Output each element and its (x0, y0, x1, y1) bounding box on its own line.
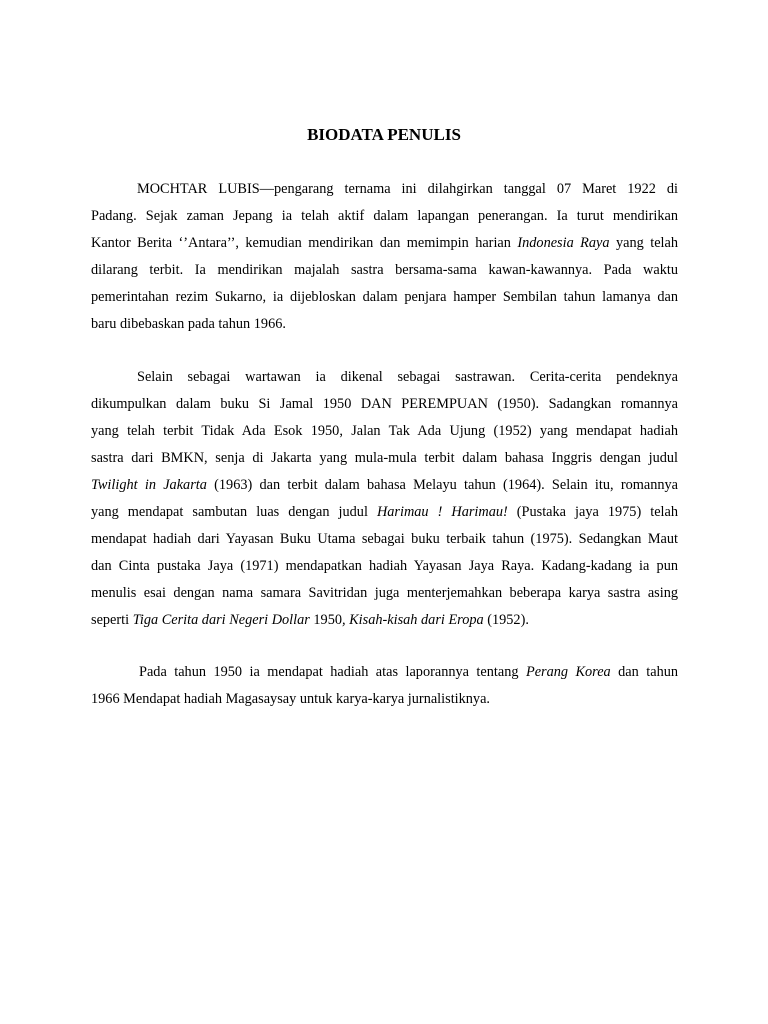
line-text: yang telah terbit Tidak Ada Esok 1950, Jalan Tak Ada Ujung (1952) yang mendapat hadiah (91, 423, 678, 439)
paragraph-line (91, 553, 678, 580)
document-title: BIODATA PENULIS (307, 125, 461, 144)
paragraph-line (91, 445, 678, 472)
line-text: dikumpulkan dalam buku Si Jamal 1950 DAN PEREMPUAN (1950). Sadangkan romannya (91, 396, 678, 412)
paragraph-line (91, 526, 678, 553)
paragraph-line (91, 418, 678, 445)
line-text: MOCHTAR LUBIS—pengarang ternama ini dilahgirkan tanggal 07 Maret 1922 di (137, 181, 678, 197)
line-text: Pada tahun 1950 ia mendapat hadiah atas laporannya tentang (139, 664, 526, 680)
paragraph-line (91, 580, 678, 607)
italic-text: , Kisah-kisah dari Eropa (342, 612, 484, 628)
line-text: Selain sebagai wartawan ia dikenal sebagai sastrawan. Cerita-cerita pendeknya (137, 369, 678, 385)
line-text: dilarang terbit. Ia mendirikan majalah sastra bersama-sama kawan-kawannya. Pada waktu (91, 262, 678, 278)
line-text: yang mendapat sambutan luas dengan judul (91, 504, 377, 520)
line-text: dan Cinta pustaka Jaya (1971) mendapatkan hadiah Yayasan Jaya Raya. Kadang-kadang ia pun (91, 558, 678, 574)
line-text: seperti (91, 612, 133, 628)
paragraph-line (139, 659, 678, 686)
paragraph-line (91, 391, 678, 418)
line-text: dan tahun (610, 664, 679, 680)
paragraph-line (91, 499, 678, 526)
paragraph-line (91, 472, 678, 499)
paragraph-line (91, 257, 678, 284)
paragraph-line (91, 284, 678, 311)
paragraph-line (137, 176, 678, 203)
line-text: yang telah (609, 235, 679, 251)
italic-text: Tiga Cerita dari Negeri Dollar (132, 612, 310, 628)
line-text: 1966 Mendapat hadiah Magasaysay untuk karya-karya jurnalistiknya. (91, 691, 491, 707)
line-text: 1950 (309, 612, 342, 628)
italic-text: Perang Korea (525, 664, 611, 680)
line-text: (1963) dan terbit dalam bahasa Melayu tahun (1964). Selain itu, romannya (206, 477, 678, 493)
italic-text: Indonesia Raya (517, 235, 610, 251)
line-text: (Pustaka jaya 1975) telah (507, 504, 679, 520)
paragraph-line (91, 686, 678, 713)
line-text: (1952). (483, 612, 529, 628)
paragraph-line (91, 203, 678, 230)
line-text: menulis esai dengan nama samara Savitridan juga menterjemahkan beberapa karya sastra asing (91, 585, 678, 601)
paragraph-line (137, 364, 678, 391)
paragraph-line (91, 607, 678, 634)
paragraph-line (91, 230, 678, 257)
line-text: Padang. Sejak zaman Jepang ia telah aktif dalam lapangan penerangan. Ia turut mendirikan (91, 208, 678, 224)
italic-text: Harimau ! Harimau! (376, 504, 508, 520)
line-text: baru dibebaskan pada tahun 1966. (91, 316, 286, 332)
italic-text: Twilight in Jakarta (91, 477, 207, 493)
paragraph-line (91, 311, 678, 338)
line-text: mendapat hadiah dari Yayasan Buku Utama sebagai buku terbaik tahun (1975). Sedangkan Maut (91, 531, 678, 547)
line-text: pemerintahan rezim Sukarno, ia dijebloskan dalam penjara hamper Sembilan tahun lamanya dan (91, 289, 678, 305)
line-text: Kantor Berita ‘’Antara’’, kemudian mendirikan dan memimpin harian (91, 235, 518, 251)
line-text: sastra dari BMKN, senja di Jakarta yang mula-mula terbit dalam bahasa Inggris dengan judul (91, 450, 678, 466)
